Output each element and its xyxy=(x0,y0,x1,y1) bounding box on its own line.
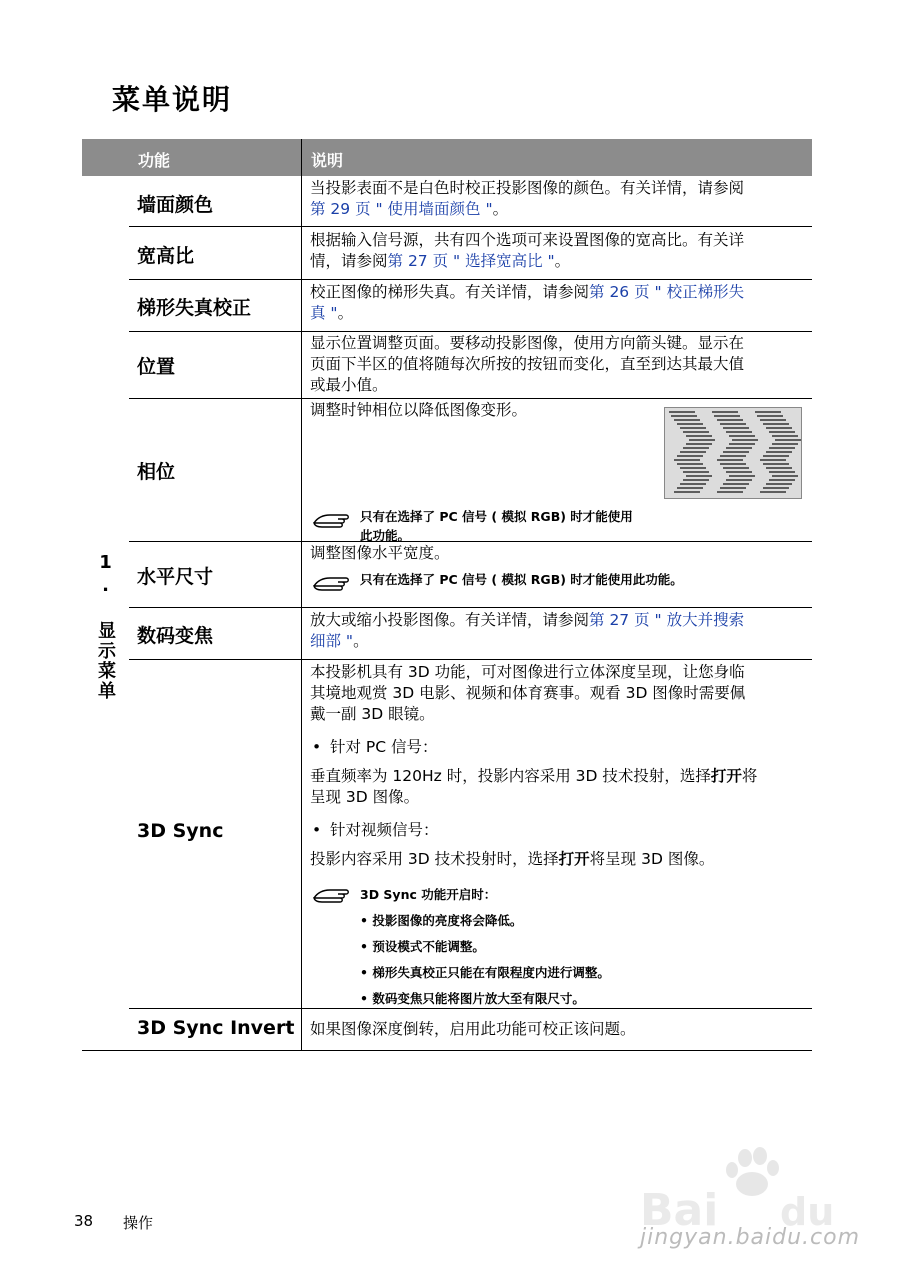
function-name: 3D Sync xyxy=(137,820,224,842)
page-link[interactable]: 第 29 页 " 使用墙面颜色 " xyxy=(310,200,493,218)
note-hand-icon xyxy=(312,572,352,594)
function-description: 根据输入信号源，共有四个选项可来设置图像的宽高比。有关详情，请参阅第 27 页 " 选择宽高比 "。 xyxy=(310,231,745,270)
page-link[interactable]: 第 27 页 " 放大并搜索细部 " xyxy=(310,611,745,650)
table-row xyxy=(129,176,812,226)
page-number: 38 xyxy=(74,1212,94,1230)
footer-section: 操作 xyxy=(123,1214,154,1232)
phase-image xyxy=(664,407,802,499)
note: 只有在选择了 PC 信号 ( 模拟 RGB) 时才能使用此功能。 xyxy=(310,499,640,545)
svg-text:du: du xyxy=(780,1190,835,1234)
note-hand-icon xyxy=(312,509,352,531)
function-description: 本投影机具有 3D 功能，可对图像进行立体深度呈现，让您身临其境地观赏 3D 电影、视频和体育赛事。观看 3D 图像时需要佩戴一副 3D 眼镜。 • 针对 PC 信号： 垂直频率为 120Hz 时，投影内容采用 3D 技术投射，选择打开将呈现 3D 图像。 • 针对视频信号： 投影内容采用 3D 技术投射时，选择打开将呈现 3D 图像。 3D Sync 功能开启时： • 投影图像的亮度将会降低。 • 预设模式不能调整。 • 梯形失真校正只能在有限程度内进行调整。 • 数码变焦只能将图片放大至有限尺寸。 xyxy=(310,662,758,1012)
function-description: 放大或缩小投影图像。有关详情，请参阅第 27 页 " 放大并搜索细部 "。 xyxy=(310,611,745,650)
function-name: 水平尺寸 xyxy=(137,566,214,588)
menu-table xyxy=(82,139,812,1051)
page-title: 菜单说明 xyxy=(112,83,233,116)
function-name: 墙面颜色 xyxy=(137,194,214,216)
table-row xyxy=(129,608,812,659)
page-link[interactable]: 第 27 页 " 选择宽高比 " xyxy=(387,252,555,270)
header-description: 说明 xyxy=(311,151,344,170)
function-description: 如果图像深度倒转，启用此功能可校正该问题。 xyxy=(310,1020,636,1038)
table-header xyxy=(82,139,812,176)
note-hand-icon xyxy=(312,884,352,906)
function-name: 相位 xyxy=(137,461,176,483)
function-name: 数码变焦 xyxy=(137,625,214,647)
header-function: 功能 xyxy=(138,151,171,170)
function-name: 梯形失真校正 xyxy=(137,297,252,319)
function-description: 校正图像的梯形失真。有关详情，请参阅第 26 页 " 校正梯形失真 "。 xyxy=(310,283,745,322)
page-link[interactable]: 第 26 页 " 校正梯形失真 " xyxy=(310,283,745,322)
function-name: 3D Sync Invert xyxy=(137,1017,295,1039)
function-name: 位置 xyxy=(137,356,176,378)
list-item: • 针对 PC 信号： xyxy=(310,737,758,758)
function-description: 显示位置调整页面。要移动投影图像，使用方向箭头键。显示在页面下半区的值将随每次所按的按钮而变化，直至到达其最大值或最小值。 xyxy=(310,334,745,394)
table-row xyxy=(129,542,812,607)
list-item: • 针对视频信号： xyxy=(310,820,758,841)
function-name: 宽高比 xyxy=(137,245,195,267)
table-row xyxy=(129,1009,812,1050)
table-row xyxy=(129,227,812,279)
table-row xyxy=(129,332,812,398)
function-description: 调整时钟相位以降低图像变形。 xyxy=(310,401,528,419)
function-description: 当投影表面不是白色时校正投影图像的颜色。有关详情，请参阅第 29 页 " 使用墙面颜色 "。 xyxy=(310,179,745,218)
table-row xyxy=(129,280,812,331)
watermark-text: jingyan.baidu.com xyxy=(640,1225,861,1250)
function-description: 调整图像水平宽度。 只有在选择了 PC 信号 ( 模拟 RGB) 时才能使用此功能。 xyxy=(310,543,758,589)
section-label: 1. 显示菜单 xyxy=(95,552,116,701)
table-row xyxy=(129,660,812,1008)
svg-text:Bai: Bai xyxy=(640,1185,719,1236)
